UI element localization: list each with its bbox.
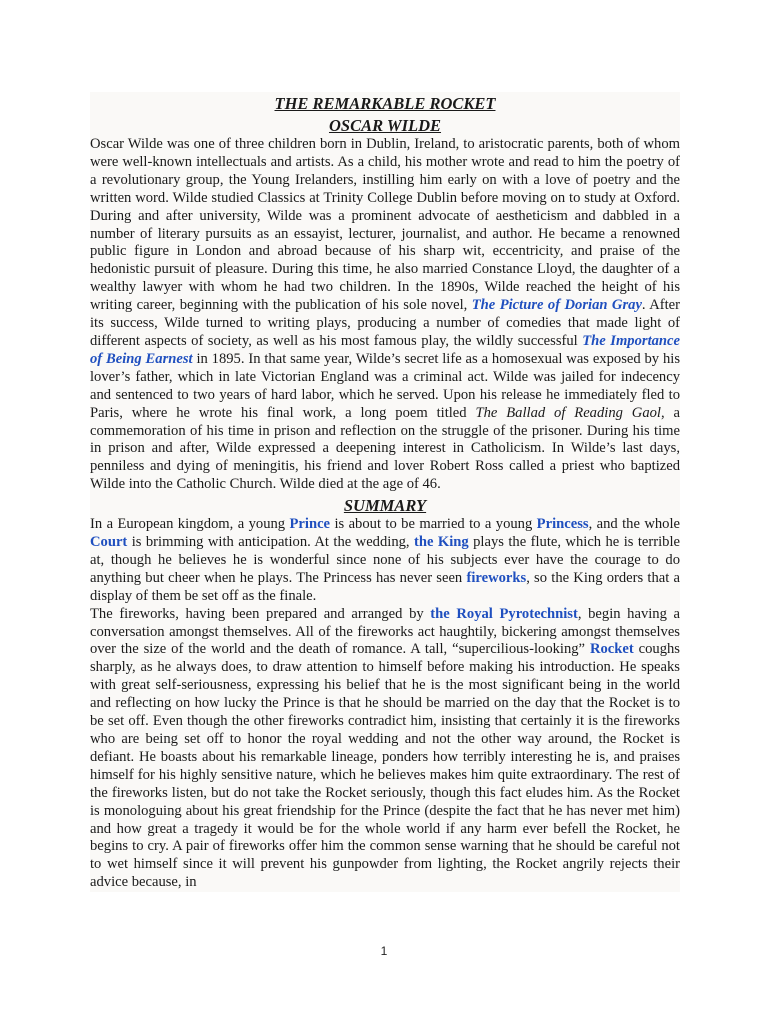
court-link[interactable]: Court bbox=[90, 534, 128, 551]
princess-link[interactable]: Princess bbox=[536, 516, 589, 533]
summary1-text-1: In a European kingdom, a young bbox=[90, 516, 290, 533]
summary-paragraph-1 bbox=[90, 516, 680, 606]
royal-pyrotechnist-link[interactable]: the Royal Pyrotechnist bbox=[430, 605, 578, 622]
poem-title: The Ballad of Reading Gaol bbox=[475, 404, 661, 421]
summary1-text-6: , so the King orders that a display of them be set off as the finale. bbox=[90, 569, 680, 604]
bio-text-3: in 1895. In that same year, Wilde’s secret life as a homosexual was exposed by his lover’s father, which in late Victorian England was a criminal act. Wilde was jailed for indecency and sentenced to two years of hard labor, which he served. Upon his release he immediately fled to Paris, where he wrote his final work, a long poem titled bbox=[90, 350, 680, 421]
summary2-text-1: The fireworks, having been prepared and arranged by bbox=[90, 605, 431, 622]
summary1-text-4: is brimming with anticipation. At the wedding, bbox=[127, 534, 414, 551]
summary-paragraph-2 bbox=[90, 606, 680, 893]
bio-text-2: . After its success, Wilde turned to writing plays, producing a number of comedies that made light of different aspects of society, as well as his most famous play, the wildly successful bbox=[90, 297, 680, 349]
summary2-text-3: coughs sharply, as he always does, to draw attention to himself before making his introduction. He speaks with great self-seriousness, expressing his belief that he is the most significant being in the world and reflecting on how lucky the Prince is that he should be married on the day that the Rocket is to be set off. Even though the other fireworks contradict him, insisting that certainly it is the fireworks who are being set off to honor the royal wedding and not the other way around, the Rocket is defiant. He boasts about his remarkable lineage, ponders how terribly interesting he is, and praises himself for his highly sensitive nature, which he believes makes him quite extraordinary. The rest of the fireworks listen, but do not take the Rocket seriously, though this fact eludes him. As the Rocket is monologuing about his great friendship for the Prince (despite the fact that he has never met him) and how great a tragedy it would be for the whole world if any harm ever befell the Rocket, he begins to cry. A pair of fireworks offer him the common sense warning that he should be careful not to wet himself since it will prevent his gunpowder from lighting, the Rocket angrily rejects their advice because, in bbox=[90, 641, 680, 891]
king-link[interactable]: the King bbox=[414, 534, 469, 551]
document-body bbox=[90, 92, 680, 892]
rocket-link[interactable]: Rocket bbox=[589, 641, 634, 658]
summary1-text-2: is about to be married to a young bbox=[330, 516, 537, 533]
document-author: OSCAR WILDE bbox=[328, 116, 442, 135]
document-title: THE REMARKABLE ROCKET bbox=[274, 94, 496, 113]
summary1-text-3: , and the whole bbox=[588, 516, 680, 533]
fireworks-link[interactable]: fireworks bbox=[466, 569, 527, 586]
prince-link[interactable]: Prince bbox=[289, 516, 331, 533]
novel-title-link[interactable]: The Picture of Dorian Gray bbox=[471, 297, 642, 314]
page-number: 1 bbox=[380, 944, 388, 958]
summary1-text-5: plays the flute, which he is terrible at, though he believes he is wonderful since none of his subjects ever have the courage to do anything but cheer when he plays. The Princess has never seen bbox=[90, 534, 681, 586]
bio-text-1: Oscar Wilde was one of three children born in Dublin, Ireland, to aristocratic parents, both of whom were well-known intellectuals and artists. As a child, his mother wrote and read to him the poetry of a revolutionary group, the Young Irelanders, instilling him early on with a love of poetry and the written word. Wilde studied Classics at Trinity College Dublin before moving on to study at Oxford. During and after university, Wilde was a prominent advocate of aestheticism and dabbled in a number of literary pursuits as an essayist, lecturer, journalist, and author. He became a renowned public figure in London and abroad because of his sharp wit, eccentricity, and praise of the hedonistic pursuit of pleasure. During this time, he also married Constance Lloyd, the daughter of a wealthy lawyer with whom he had two children. In the 1890s, Wilde reached the height of his writing career, beginning with the publication of his sole novel, bbox=[90, 136, 680, 314]
summary2-text-2: , begin having a conversation amongst themselves. All of the fireworks act haughtily, bickering amongst themselves over the size of the world and the death of romance. A tall, “supercilious-looking” bbox=[90, 605, 681, 658]
summary-heading: SUMMARY bbox=[343, 496, 427, 516]
play-title-link[interactable]: The Importance of Being Earnest bbox=[90, 332, 680, 367]
bio-text-4: , a commemoration of his time in prison and reflection on the struggle of the prisoner. During his time in prison and after, Wilde expressed a deepening interest in Catholicism. In Wilde’s last days, penniless and dying of meningitis, his friend and lover Robert Ross called a priest who baptized Wilde into the Catholic Church. Wilde died at the age of 46. bbox=[90, 404, 680, 493]
author-biography bbox=[90, 136, 680, 494]
